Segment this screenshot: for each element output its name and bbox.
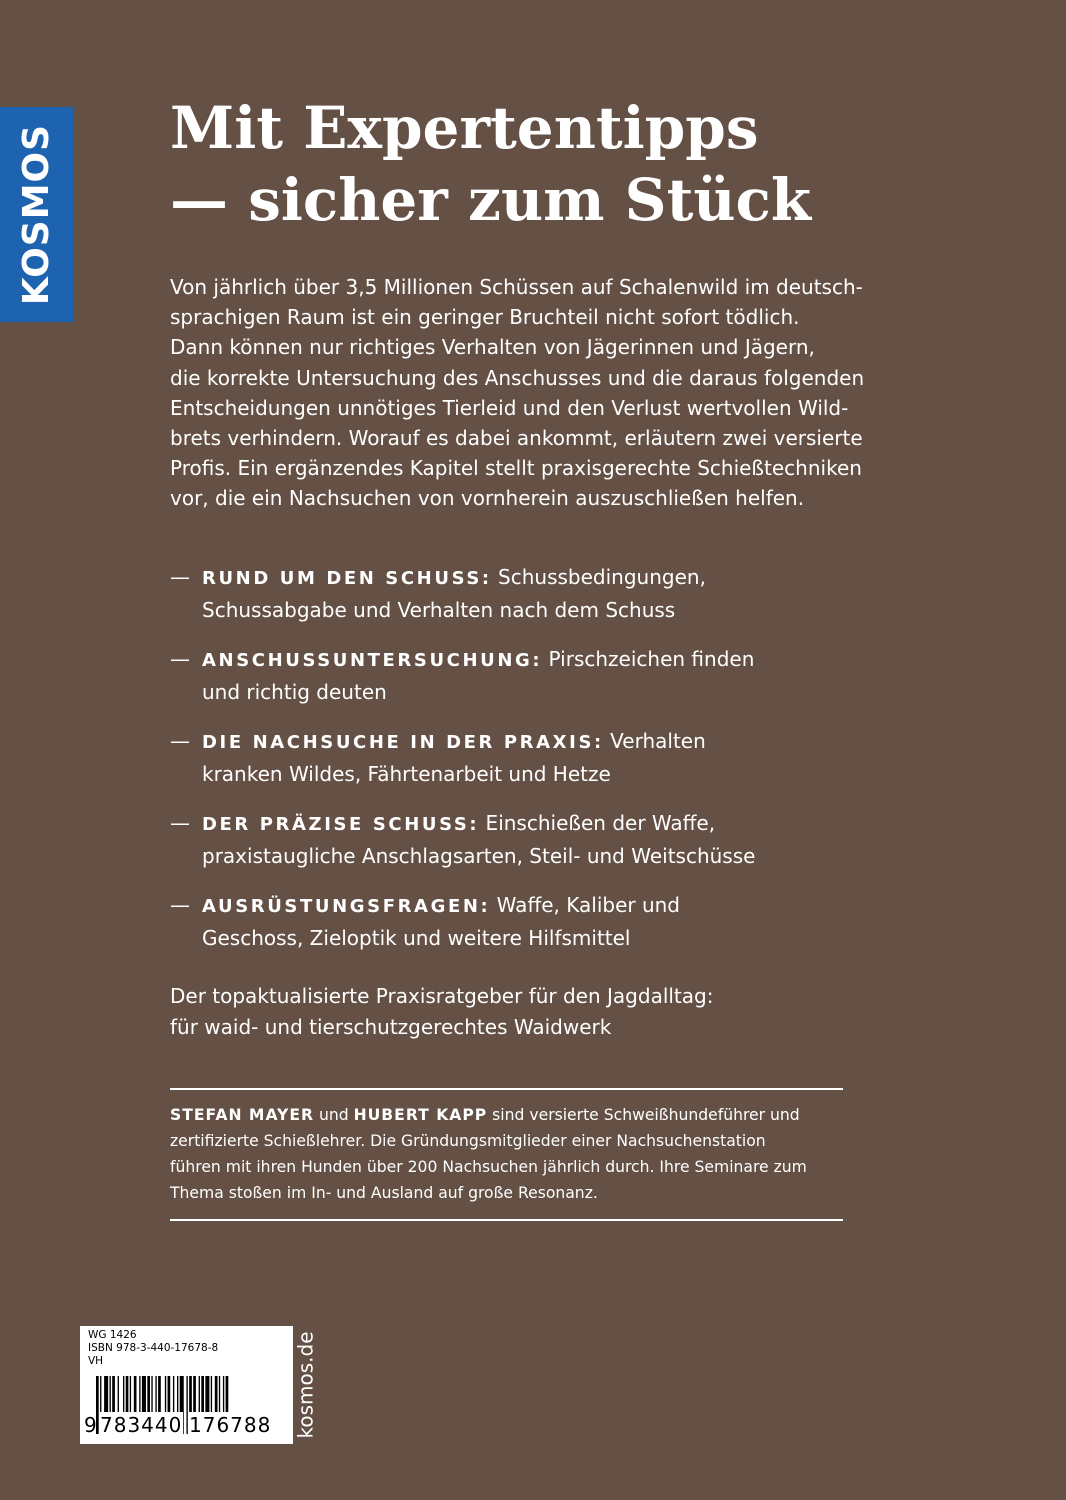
intro-line: vor, die ein Nachsuchen von vornherein auszuschließen helfen. — [170, 486, 805, 511]
headline-line-1: Mit Expertentipps — [170, 94, 759, 162]
barcode-label — [80, 1326, 293, 1444]
feature-text: Pirschzeichen finden — [542, 647, 755, 671]
barcode-digits — [84, 1412, 289, 1438]
feature-dash: — — [170, 565, 190, 589]
feature-dash: — — [170, 811, 190, 835]
feature-heading: RUND UM DEN SCHUSS: — [202, 568, 492, 589]
author-name: STEFAN MAYER — [170, 1106, 314, 1124]
feature-text: Schussabgabe und Verhalten nach dem Schuss — [202, 597, 676, 622]
barcode-digits-left: 783440 — [100, 1413, 183, 1437]
feature-dash: — — [170, 647, 190, 671]
warengruppe: WG 1426 — [88, 1329, 137, 1341]
intro-line: Entscheidungen unnötiges Tierleid und den Verlust wertvollen Wild- — [170, 395, 849, 420]
feature-heading: DER PRÄZISE SCHUSS: — [202, 814, 480, 835]
feature-item — [170, 890, 930, 972]
barcode-digits-right: 176788 — [189, 1413, 272, 1437]
headline-line-2: — sicher zum Stück — [170, 166, 812, 234]
divider-bottom — [170, 1219, 843, 1221]
feature-text: Einschießen der Waffe, — [479, 811, 716, 835]
feature-item — [170, 808, 930, 890]
barcode-meta — [88, 1329, 218, 1368]
closing-line: Der topaktualisierte Praxisratgeber für den Jagdalltag: — [170, 984, 714, 1008]
closing-line: für waid- und tierschutzgerechtes Waidwerk — [170, 1014, 612, 1039]
feature-list — [170, 562, 930, 972]
author-text: Thema stoßen im In- und Ausland auf große Resonanz. — [170, 1184, 598, 1202]
feature-text: Verhalten — [603, 729, 706, 753]
feature-text: praxistaugliche Anschlagsarten, Steil- und Weitschüsse — [202, 843, 756, 868]
feature-item — [170, 644, 930, 726]
website — [293, 1326, 319, 1444]
feature-text: und richtig deuten — [202, 679, 387, 704]
feature-text: kranken Wildes, Fährtenarbeit und Hetze — [202, 761, 611, 786]
intro-line: Von jährlich über 3,5 Millionen Schüssen auf Schalenwild im deutsch- — [170, 275, 863, 299]
feature-item — [170, 726, 930, 808]
intro-paragraph — [170, 272, 890, 514]
feature-text: Geschoss, Zieloptik und weitere Hilfsmittel — [202, 925, 631, 950]
author-text: führen mit ihren Hunden über 200 Nachsuchen jährlich durch. Ihre Seminare zum — [170, 1158, 807, 1176]
author-text: sind versierte Schweißhundeführer und — [487, 1106, 800, 1124]
feature-dash: — — [170, 729, 190, 753]
website-text: kosmos.de — [294, 1331, 318, 1439]
divider-top — [170, 1088, 843, 1090]
closing-statement — [170, 981, 890, 1042]
feature-text: Schussbedingungen, — [491, 565, 706, 589]
publisher-logo — [0, 107, 73, 322]
feature-heading: ANSCHUSSUNTERSUCHUNG: — [202, 650, 543, 671]
vh-code: VH — [88, 1355, 104, 1367]
feature-item — [170, 562, 930, 644]
barcode-digit-first: 9 — [84, 1413, 98, 1437]
intro-line: brets verhindern. Worauf es dabei ankommt, erläutern zwei versierte — [170, 426, 863, 451]
author-bio — [170, 1102, 870, 1206]
intro-line: Dann können nur richtiges Verhalten von Jägerinnen und Jägern, — [170, 335, 815, 360]
feature-heading: DIE NACHSUCHE IN DER PRAXIS: — [202, 732, 604, 753]
author-text: zertifizierte Schießlehrer. Die Gründungsmitglieder einer Nachsuchenstation — [170, 1132, 766, 1150]
intro-line: sprachigen Raum ist ein geringer Bruchteil nicht sofort tödlich. — [170, 305, 800, 330]
headline — [170, 92, 1010, 236]
feature-heading: AUSRÜSTUNGSFRAGEN: — [202, 896, 491, 917]
feature-text: Waffe, Kaliber und — [490, 893, 680, 917]
isbn-text: ISBN 978-3-440-17678-8 — [88, 1342, 219, 1354]
feature-dash: — — [170, 893, 190, 917]
intro-line: die korrekte Untersuchung des Anschusses und die daraus folgenden — [170, 365, 865, 390]
intro-line: Profis. Ein ergänzendes Kapitel stellt praxisgerechte Schießtechniken — [170, 456, 862, 481]
author-connector: und — [313, 1106, 354, 1124]
author-name: HUBERT KAPP — [353, 1106, 488, 1124]
publisher-logo-text: KOSMOS — [16, 123, 58, 306]
